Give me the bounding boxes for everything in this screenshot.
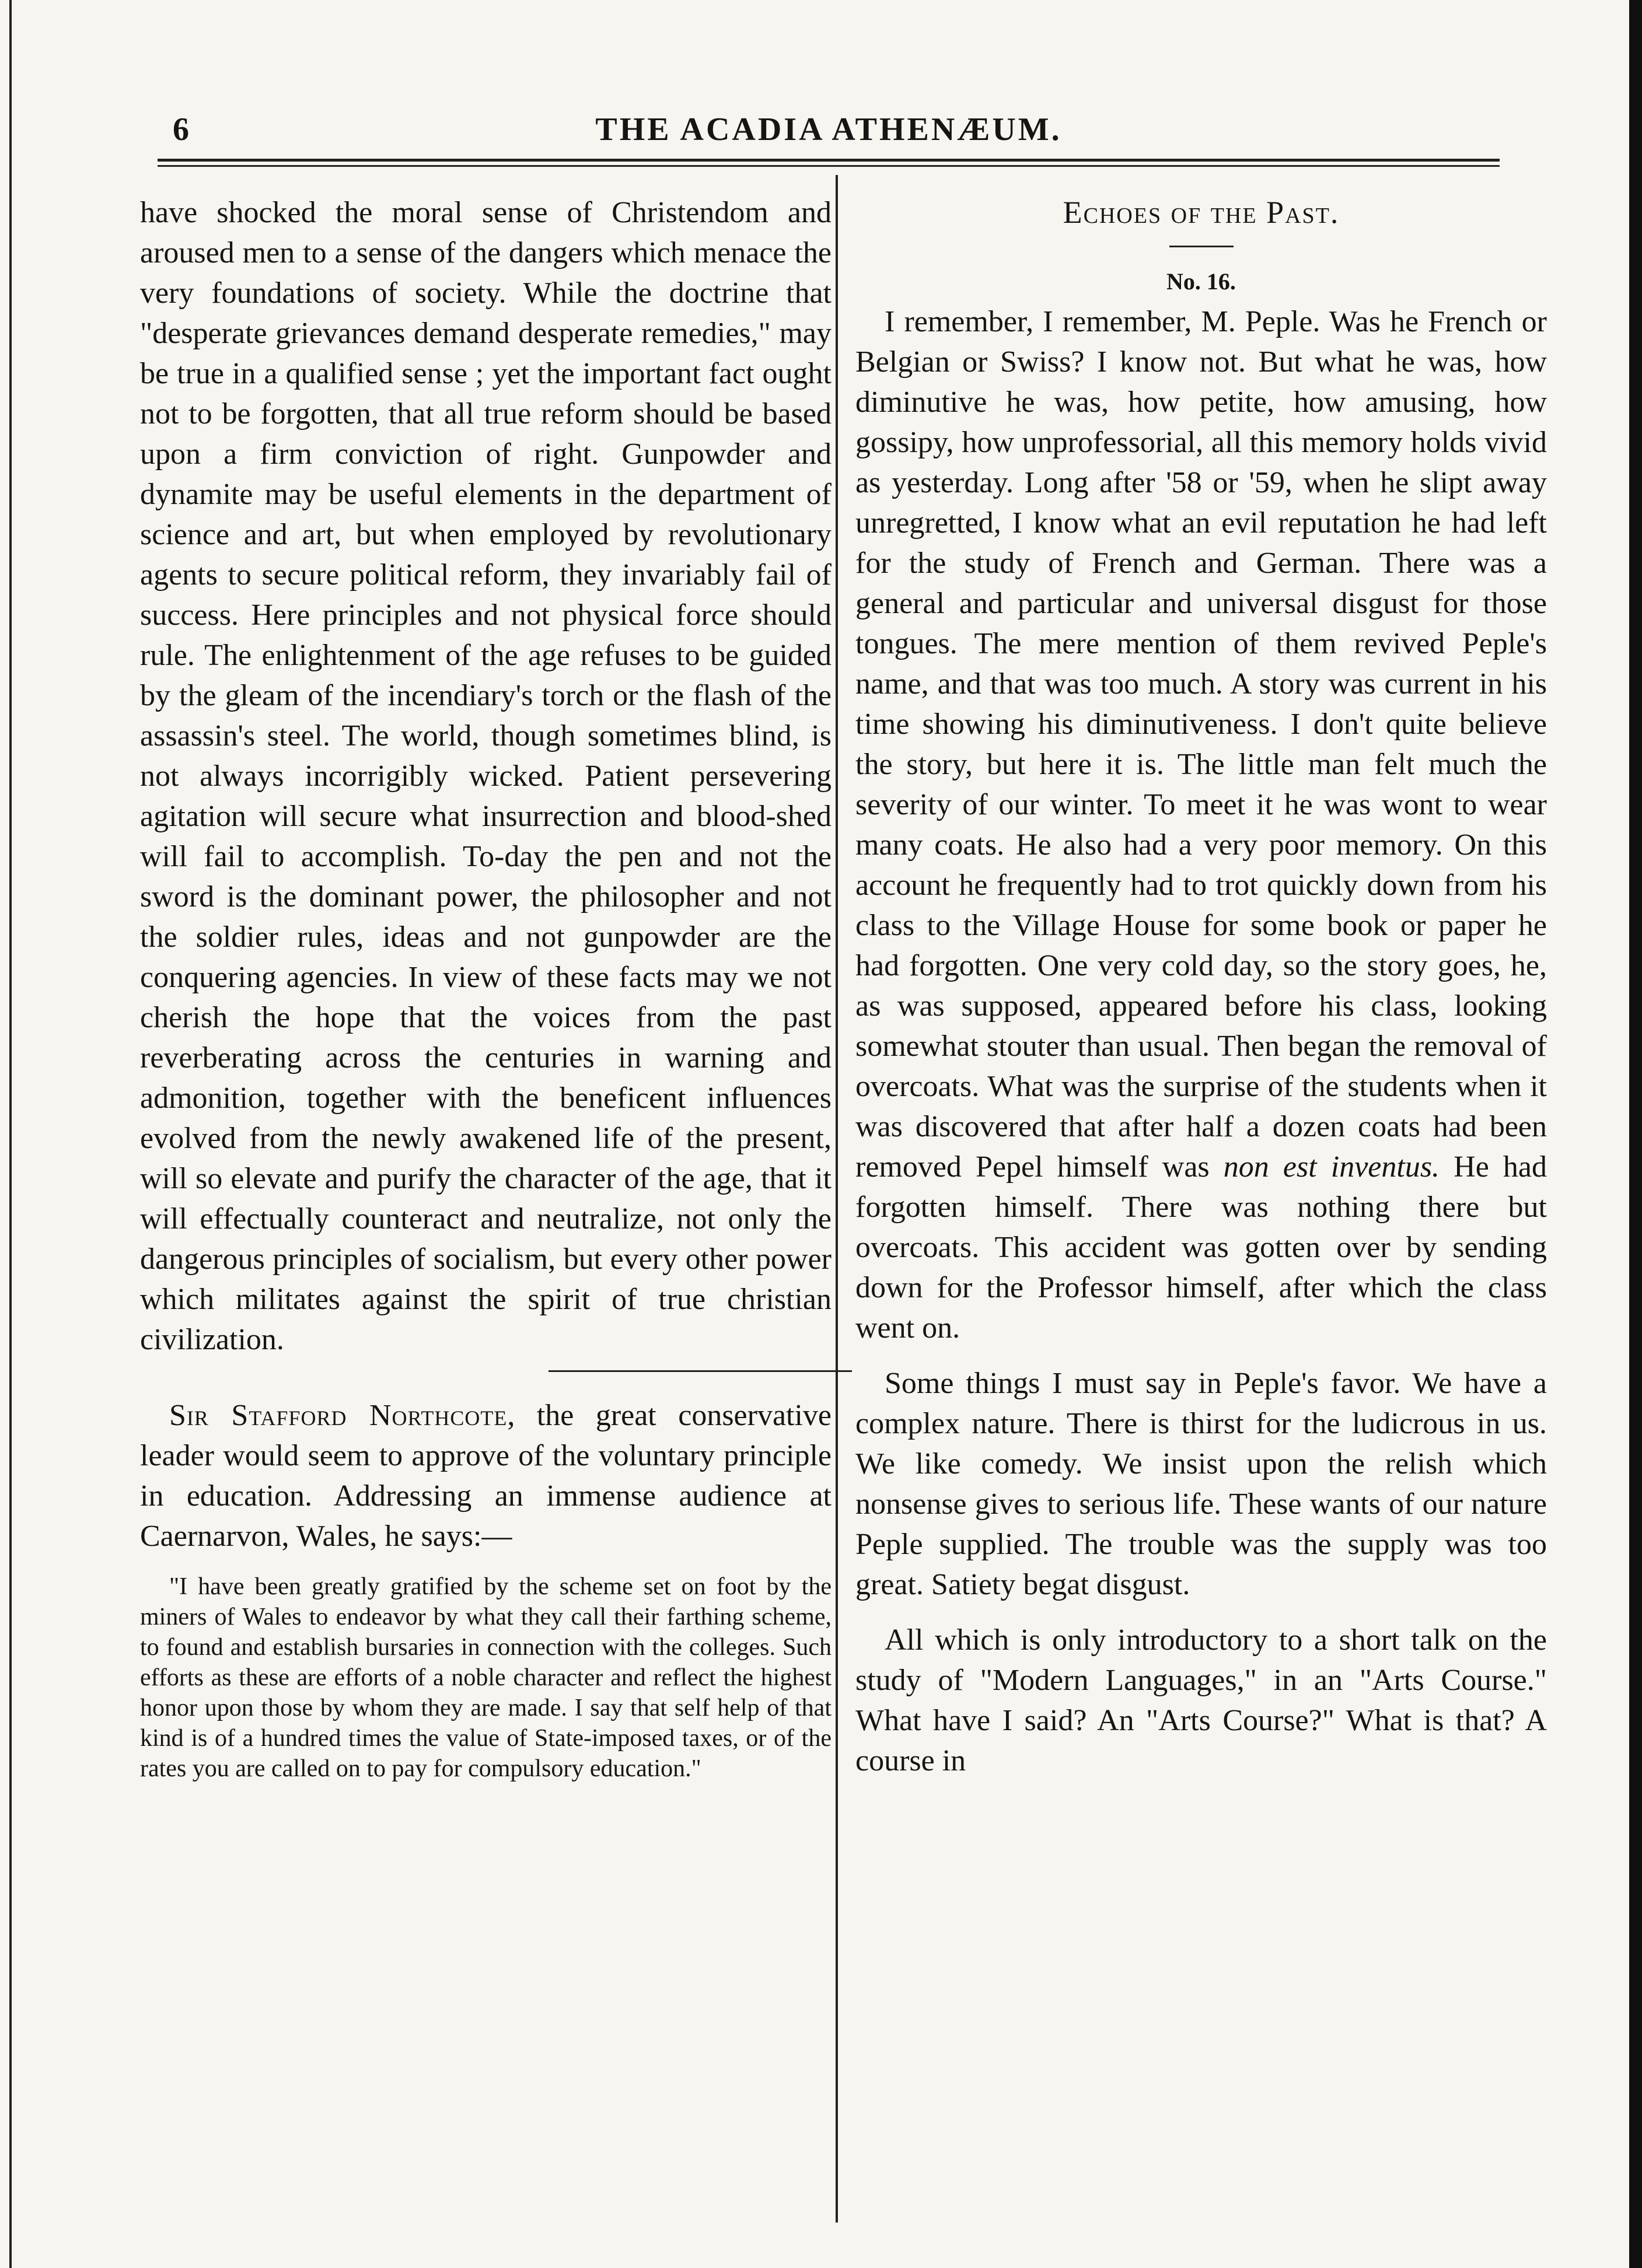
page-header — [158, 111, 1500, 163]
echoes-paragraph-1 — [855, 302, 1547, 1348]
northcote-intro: , the great conservative leader would seem to approve of the voluntary principle in education. Addressing an immense audience at Caernarvon, Wales, he says:— — [140, 1399, 832, 1553]
latin-phrase: non est inventus. — [1223, 1150, 1440, 1184]
northcote-paragraph — [140, 1395, 832, 1556]
northcote-quotation: "I have been greatly gratified by the scheme set on foot by the miners of Wales to endeavor by what they call their farthing scheme, to found and establish bursaries in connection with the colleges. Such efforts as these are efforts of a noble character and reflect the highest honor upon those by whom they are made. I say that self help of that kind is of a hundred times the value of State-imposed taxes, or of the rates you are called on to pay for compulsory education." — [140, 1573, 832, 1782]
page-binding-edge — [1629, 0, 1642, 2268]
echoes-paragraph-3: All which is only introductory to a short talk on the study of "Modern Languages," in an "Arts Course." What have I said? An "Arts Course?" What is that? A course in — [855, 1623, 1547, 1777]
article-number: No. 16. — [1166, 268, 1236, 295]
spacer — [140, 1556, 832, 1572]
page-number: 6 — [173, 111, 189, 148]
header-double-rule — [158, 159, 1500, 167]
spacer — [855, 1605, 1547, 1620]
echoes-paragraph-2: Some things I must say in Peple's favor. We have a complex nature. There is thirst for the ludicrous in us. We like comedy. We insist upon the relish which nonsense gives to serious life. These wants of our nature Peple supplied. The trouble was the supply was too great. Satiety begat disgust. — [855, 1367, 1547, 1601]
left-column — [140, 192, 832, 1784]
section-title: Echoes of the Past. — [1063, 195, 1340, 230]
spacer — [855, 1348, 1547, 1363]
echoes-paragraph-1-end: He had forgotten himself. There was nothing there but overcoats. This accident was gotten over by sending down for the Professor himself, after which the class went on. — [855, 1150, 1547, 1345]
echoes-paragraph-1-text: I remember, I remember, M. Peple. Was he French or Belgian or Swiss? I know not. But what he was, how diminutive he was, how petite, how amusing, how gossipy, how unprofessorial, all this memory holds vivid as yesterday. Long after '58 or '59, when he slipt away unregretted, I know what an evil reputation he had left for the study of French and German. There was a general and particular and universal disgust for those tongues. The mere mention of them revived Peple's name, and that was too much. A story was current in his time showing his diminutiveness. I don't quite believe the story, but here it is. The little man felt much the severity of our winter. To meet it he was wont to wear many coats. He also had a very poor memory. On this account he frequently had to trot quickly down from his class to the Village House for some book or paper he had forgotten. One very cold day, so the story goes, he, as was supposed, appeared before his class, looking somewhat stouter than usual. Then began the removal of overcoats. What was the surprise of the students when it was discovered that after half a dozen coats had been removed Pepel himself was — [855, 305, 1547, 1184]
section-separator-rule — [549, 1370, 852, 1372]
right-column — [855, 192, 1547, 1781]
editorial-paragraph: have shocked the moral sense of Christendom and aroused men to a sense of the dangers which menace the very foundations of society. While the doctrine that "desperate grievances demand desperate remedies," may be true in a qualified sense ; yet the important fact ought not to be forgotten, that all true reform should be based upon a firm conviction of right. Gunpowder and dynamite may be useful elements in the department of science and art, but when employed by revolutionary agents to secure political reform, they invariably fail of success. Here principles and not physical force should rule. The enlightenment of the age refuses to be guided by the gleam of the incendiary's torch or the flash of the assassin's steel. The world, though sometimes blind, is not always incorrigibly wicked. Patient persevering agitation will secure what insurrection and blood-shed will fail to accomplish. To-day the pen and not the sword is the dominant power, the philosopher and not the soldier rules, ideas and not gunpowder are the conquering agencies. In view of these facts may we not cherish the hope that the voices from the past reverberating across the centuries in warning and admonition, together with the beneficent influences evolved from the newly awakened life of the present, will so elevate and purify the character of the age, that it will effectually counteract and neutralize, not only the dangerous principles of socialism, but every other power which militates against the spirit of true christian civilization. — [140, 196, 832, 1356]
northcote-name: Sir Stafford Northcote — [169, 1399, 508, 1432]
column-divider — [836, 175, 838, 2222]
page-left-edge-rule — [9, 0, 12, 2268]
running-title: THE ACADIA ATHENÆUM. — [595, 111, 1062, 148]
title-rule — [1169, 246, 1234, 247]
